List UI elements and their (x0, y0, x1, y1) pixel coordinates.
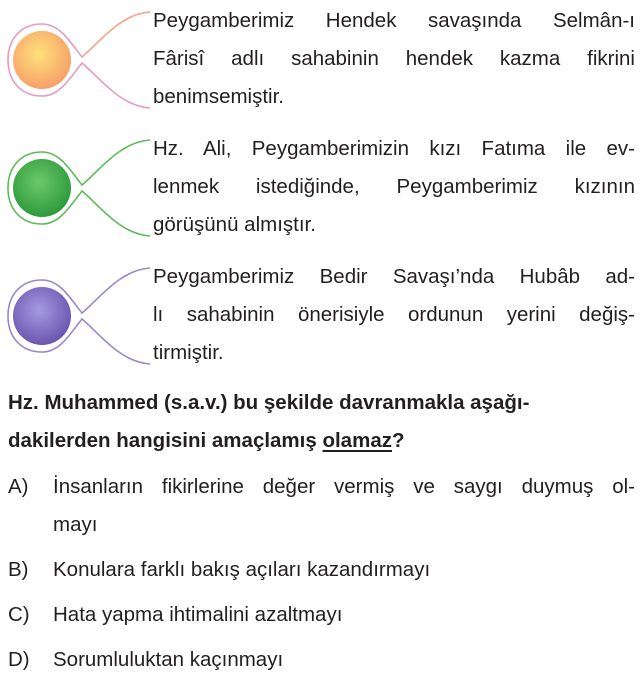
option-text (53, 641, 635, 679)
option-letter: C) (8, 603, 30, 626)
option-line: mayı (53, 513, 98, 536)
statement-item-3 (0, 258, 641, 378)
option-line: Sorumluluktan kaçınmayı (53, 648, 284, 671)
option-text (53, 468, 635, 544)
option-line: Konulara farklı bakış açıları kazandırmayı (53, 558, 431, 581)
question-stem (8, 384, 635, 460)
question-line-2-text: dakilerden hangisini amaçlamış (8, 429, 323, 452)
statement-item-2 (0, 130, 641, 250)
question-line-1: Hz. Muhammed (s.a.v.) bu şekilde davranmakla aşağı- (8, 391, 530, 414)
question-mark: ? (391, 429, 405, 452)
negation-keyword: olamaz (322, 429, 392, 452)
statement-item-1 (0, 2, 641, 122)
orange-circle-loop-icon (0, 2, 155, 122)
text-line: Fârisî adlı sahabinin hendek kazma fikrini (153, 47, 635, 70)
option-letter: B) (8, 558, 29, 581)
text-line: görüşünü almıştır. (153, 213, 316, 236)
text-line: Hz. Ali, Peygamberimizin kızı Fatıma ile ev- (153, 137, 635, 160)
purple-circle-loop-icon (0, 258, 155, 378)
text-line: Peygamberimiz Hendek savaşında Selmân-ı (153, 9, 635, 32)
text-line: lı sahabinin önerisiyle ordunun yerini değiş- (153, 303, 635, 326)
text-line: benimsemiştir. (153, 85, 285, 108)
option-line: İnsanların fikirlerine değer vermiş ve saygı duymuş ol- (53, 475, 635, 498)
text-line: Peygamberimiz Bedir Savaşı’nda Hubâb ad- (153, 265, 635, 288)
option-line: Hata yapma ihtimalini azaltmayı (53, 603, 343, 626)
green-circle-loop-icon (0, 130, 155, 250)
option-text (53, 596, 635, 634)
text-line: tirmiştir. (153, 341, 224, 364)
text-line: lenmek istediğinde, Peygamberimiz kızının (153, 175, 635, 198)
statement-text-2 (153, 130, 635, 244)
statement-text-1 (153, 2, 635, 116)
statement-text-3 (153, 258, 635, 372)
option-letter: A) (8, 475, 29, 498)
question-line-2 (8, 422, 635, 460)
option-text (53, 551, 635, 589)
option-letter: D) (8, 648, 30, 671)
